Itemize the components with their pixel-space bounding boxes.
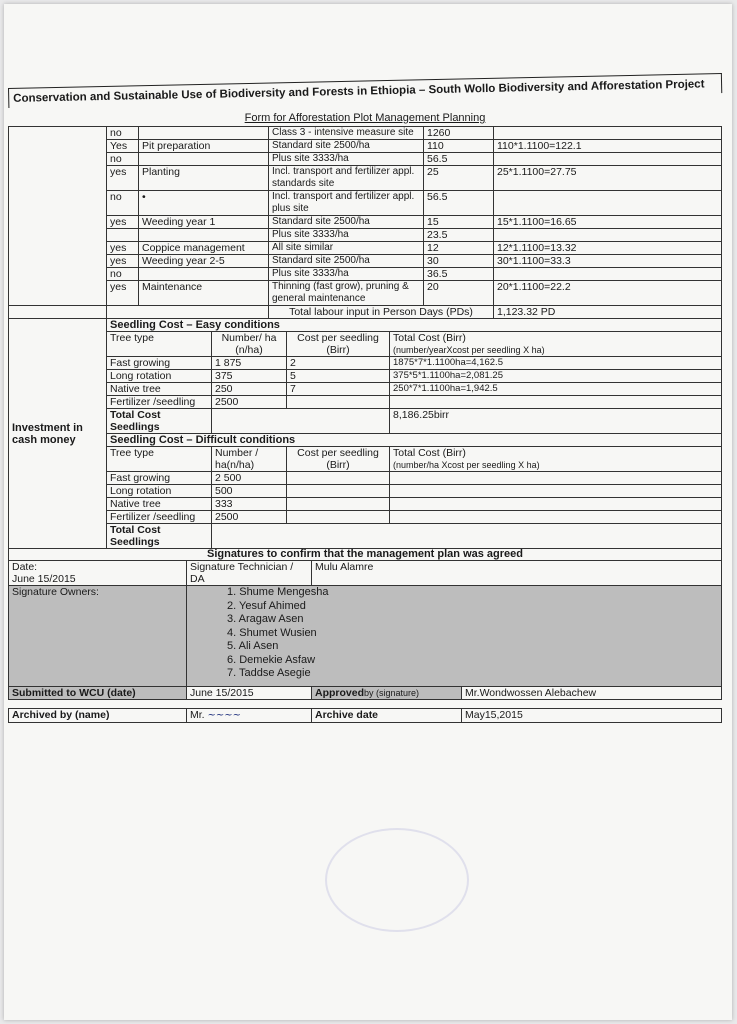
table-row [9,281,722,306]
cell-pd: 36.5 [424,268,494,281]
signatures-table [8,548,722,723]
cell-yn [107,229,139,242]
easy-total-label: Total Cost Seedlings [107,409,212,434]
submitted-label: Submitted to WCU (date) [9,687,187,700]
labour-total-label: Total labour input in Person Days (PDs) [269,306,494,319]
cell-desc: Standard site 2500/ha [269,216,424,229]
date-value: June 15/2015 [12,573,76,585]
cell-pd: 25 [424,166,494,191]
cell-pd: 20 [424,281,494,306]
investment-label: Investment in cash money [9,319,107,549]
form-title: Conservation and Sustainable Use of Biodiversity and Forests in Ethiopia – South Wollo Biodiversity and Afforestation Project [8,73,722,108]
cell-activity: Maintenance [139,281,269,306]
cell-pd: 30 [424,255,494,268]
signatures-heading: Signatures to confirm that the management plan was agreed [9,548,722,561]
cell-pd: 23.5 [424,229,494,242]
easy-col-number: Number/ ha (n/ha) [212,332,287,357]
cell-yn: no [107,127,139,140]
cell-desc: Incl. transport and fertilizer appl. standards site [269,166,424,191]
table-row [9,127,722,140]
cell-activity [139,127,269,140]
cell-activity [139,153,269,166]
cell-pd: 56.5 [424,191,494,216]
cell-activity: Pit preparation [139,140,269,153]
easy-cell-type: Fertilizer /seedling [107,396,212,409]
easy-cell-cost: 7 [287,383,390,396]
table-row [9,472,722,485]
cell-desc: All site similar [269,242,424,255]
table-row [9,140,722,153]
easy-cell-type: Native tree [107,383,212,396]
difficult-total-label: Total Cost Seedlings [107,524,212,549]
cell-calc: 15*1.1100=16.65 [494,216,722,229]
table-row [9,268,722,281]
table-row [9,191,722,216]
difficult-col-total-note: (number/ha Xcost per seedling X ha) [393,460,540,470]
cell-desc: Plus site 3333/ha [269,268,424,281]
difficult-cell-number: 333 [212,498,287,511]
approved-value: Mr.Wondwossen Alebachew [462,687,722,700]
table-row [9,153,722,166]
easy-heading: Seedling Cost – Easy conditions [107,319,722,332]
easy-cell-cost: 5 [287,370,390,383]
easy-col-tree: Tree type [107,332,212,357]
submitted-value: June 15/2015 [187,687,312,700]
cell-activity: Weeding year 2-5 [139,255,269,268]
easy-col-cost: Cost per seedling (Birr) [287,332,390,357]
easy-cell-total: 375*5*1.1100ha=2,081.25 [390,370,722,383]
cell-yn: yes [107,255,139,268]
table-row [9,357,722,370]
form-subtitle: Form for Afforestation Plot Management Planning [244,112,486,124]
archived-label: Archived by (name) [9,709,187,723]
difficult-col-cost: Cost per seedling (Birr) [287,447,390,472]
cell-activity: Coppice management [139,242,269,255]
owner-name: 2. Yesuf Ahimed [227,599,306,612]
cell-pd: 12 [424,242,494,255]
easy-cell-number: 250 [212,383,287,396]
cell-calc: 25*1.1100=27.75 [494,166,722,191]
difficult-cell-type: Fertilizer /seedling [107,511,212,524]
table-row [9,396,722,409]
cell-yn: no [107,191,139,216]
cell-activity [139,268,269,281]
cell-calc [494,268,722,281]
cell-calc: 30*1.1100=33.3 [494,255,722,268]
stamp-seal-icon [325,828,469,932]
table-row [9,166,722,191]
easy-cell-total [390,396,722,409]
owners-list [227,586,718,681]
table-row [9,370,722,383]
cell-yn: yes [107,242,139,255]
cell-yn: yes [107,166,139,191]
technician-name: Mulu Alamre [312,561,722,586]
difficult-col-number: Number / ha(n/ha) [212,447,287,472]
owner-name: 3. Aragaw Asen [227,613,304,625]
owner-name: 5. Ali Asen [227,640,279,652]
cell-calc: 20*1.1100=22.2 [494,281,722,306]
form-container [8,78,722,723]
table-row [9,511,722,524]
cell-yn: no [107,153,139,166]
labour-table [8,126,722,319]
easy-cell-type: Long rotation [107,370,212,383]
easy-cell-total: 250*7*1.1100ha=1,942.5 [390,383,722,396]
archive-date-label: Archive date [312,709,462,723]
easy-cell-number: 2500 [212,396,287,409]
table-row [9,383,722,396]
owner-name: 7. Taddse Asegie [227,667,311,679]
table-row [9,229,722,242]
approved-sig-label: by (signature) [364,688,420,698]
cell-calc: 110*1.1100=122.1 [494,140,722,153]
cell-desc: Class 3 - intensive measure site [269,127,424,140]
cell-desc: Incl. transport and fertilizer appl. plus site [269,191,424,216]
cell-calc [494,229,722,242]
cell-yn: no [107,268,139,281]
cell-activity: Weeding year 1 [139,216,269,229]
labour-total-value: 1,123.32 PD [494,306,722,319]
cell-yn: yes [107,281,139,306]
technician-label: Signature Technician / DA [187,561,312,586]
cell-activity [139,229,269,242]
difficult-col-total: Total Cost (Birr) [393,447,466,459]
table-row [9,216,722,229]
easy-col-total-note: (number/yearXcost per seedling X ha) [393,345,545,355]
cell-activity: Planting [139,166,269,191]
cell-desc: Plus site 3333/ha [269,229,424,242]
table-row [9,242,722,255]
cell-pd: 110 [424,140,494,153]
easy-cell-number: 1 875 [212,357,287,370]
easy-cell-type: Fast growing [107,357,212,370]
owner-name: 1. Shume Mengesha [227,586,329,598]
cell-desc: Plus site 3333/ha [269,153,424,166]
cell-calc [494,191,722,216]
archive-date-value: May15,2015 [462,709,722,723]
easy-cell-number: 375 [212,370,287,383]
table-row [9,485,722,498]
difficult-cell-number: 500 [212,485,287,498]
difficult-cell-type: Native tree [107,498,212,511]
cell-activity: • [139,191,269,216]
cell-desc: Standard site 2500/ha [269,140,424,153]
signature-scribble: ~~~~ [207,710,242,721]
difficult-heading: Seedling Cost – Difficult conditions [107,434,722,447]
difficult-cell-number: 2 500 [212,472,287,485]
owner-name: 4. Shumet Wusien [227,626,317,639]
investment-table [8,318,722,549]
table-row [9,255,722,268]
easy-col-total: Total Cost (Birr) [393,332,466,344]
easy-cell-total: 1875*7*1.1100ha=4,162.5 [390,357,722,370]
easy-cell-cost: 2 [287,357,390,370]
cell-calc [494,153,722,166]
cell-pd: 56.5 [424,153,494,166]
owners-label: Signature Owners: [9,586,187,687]
easy-cell-cost [287,396,390,409]
easy-total-value: 8,186.25birr [390,409,722,434]
difficult-cell-type: Long rotation [107,485,212,498]
cell-pd: 1260 [424,127,494,140]
date-label: Date: [12,561,38,573]
difficult-cell-type: Fast growing [107,472,212,485]
cell-calc [494,127,722,140]
cell-pd: 15 [424,216,494,229]
archived-value: Mr. [190,709,205,721]
approved-label: Approved [315,687,365,699]
cell-yn: yes [107,216,139,229]
cell-calc: 12*1.1100=13.32 [494,242,722,255]
difficult-cell-number: 2500 [212,511,287,524]
table-row [9,498,722,511]
cell-yn: Yes [107,140,139,153]
difficult-col-tree: Tree type [107,447,212,472]
cell-desc: Standard site 2500/ha [269,255,424,268]
owner-name: 6. Demekie Asfaw [227,653,316,666]
cell-desc: Thinning (fast grow), pruning & general maintenance [269,281,424,306]
